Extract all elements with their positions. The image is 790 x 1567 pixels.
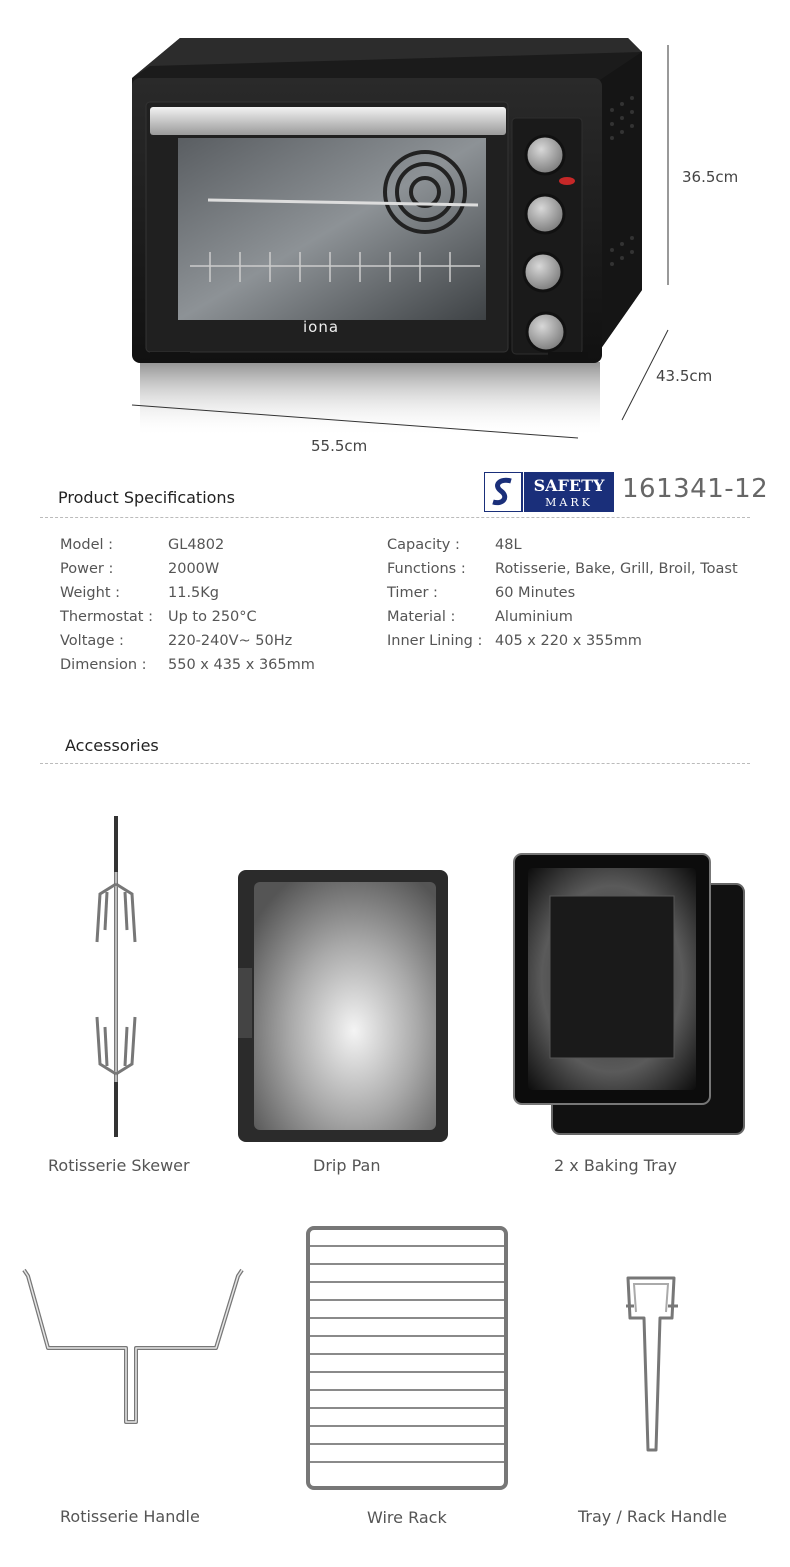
wire-rack-image <box>304 1224 510 1492</box>
spec-value: GL4802 <box>168 537 225 553</box>
spec-label: Model : <box>60 537 114 553</box>
spec-value: 48L <box>495 537 522 553</box>
spec-value: 60 Minutes <box>495 585 576 601</box>
spec-value: 2000W <box>168 561 220 577</box>
brand-logo: iona <box>303 318 340 336</box>
safety-mark-logo <box>484 472 614 512</box>
drip-pan-image <box>236 868 451 1144</box>
tray-rack-handle-image <box>622 1272 682 1456</box>
spec-value: Rotisserie, Bake, Grill, Broil, Toast <box>495 561 738 577</box>
baking-tray-image <box>512 852 748 1136</box>
accessory-caption: Drip Pan <box>313 1156 381 1175</box>
spec-label: Power : <box>60 561 114 577</box>
spec-label: Material : <box>387 609 456 625</box>
width-dimension: 55.5cm <box>311 437 368 455</box>
height-dimension: 36.5cm <box>682 168 739 186</box>
safety-mark-line2: MARK <box>545 496 593 509</box>
spec-label: Thermostat : <box>60 609 153 625</box>
accessory-caption: Wire Rack <box>367 1508 447 1527</box>
spec-value: Aluminium <box>495 609 573 625</box>
spec-value: 405 x 220 x 355mm <box>495 633 642 649</box>
safety-mark-line1: SAFETY <box>533 476 605 495</box>
accessories-divider <box>40 763 750 764</box>
accessory-caption: Rotisserie Handle <box>60 1507 200 1526</box>
rotisserie-skewer-image <box>85 812 155 1142</box>
accessory-caption: Rotisserie Skewer <box>48 1156 190 1175</box>
oven-image <box>0 0 790 470</box>
spec-label: Functions : <box>387 561 466 577</box>
accessories-title: Accessories <box>65 736 159 755</box>
depth-dimension: 43.5cm <box>656 367 713 385</box>
spec-label: Capacity : <box>387 537 460 553</box>
spec-value: 11.5Kg <box>168 585 219 601</box>
accessory-caption: 2 x Baking Tray <box>554 1156 677 1175</box>
spec-value: 220-240V~ 50Hz <box>168 633 293 649</box>
spec-value: 550 x 435 x 365mm <box>168 657 315 673</box>
spec-value: Up to 250°C <box>168 609 257 625</box>
specs-divider <box>40 517 750 518</box>
safety-mark-number: 161341-12 <box>622 474 769 504</box>
spec-label: Dimension : <box>60 657 147 673</box>
specs-title: Product Specifications <box>58 488 235 507</box>
spec-label: Timer : <box>387 585 438 601</box>
accessory-caption: Tray / Rack Handle <box>578 1507 727 1526</box>
spec-label: Weight : <box>60 585 121 601</box>
spec-label: Voltage : <box>60 633 124 649</box>
rotisserie-handle-image <box>20 1262 246 1430</box>
spec-label: Inner Lining : <box>387 633 483 649</box>
